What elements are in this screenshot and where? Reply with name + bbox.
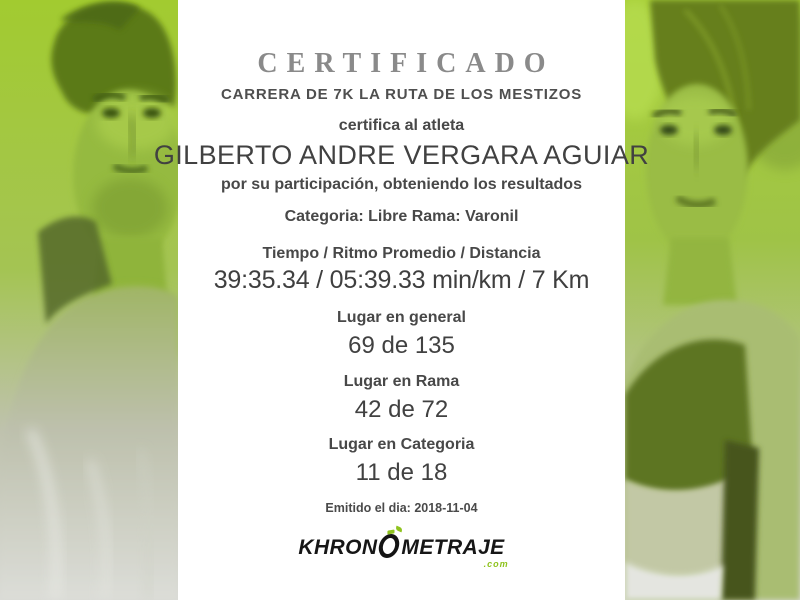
- event-name: CARRERA DE 7K LA RUTA DE LOS MESTIZOS: [221, 86, 582, 103]
- female-runner-illustration: [625, 0, 800, 600]
- place-categoria-value: 11 de 18: [355, 459, 448, 486]
- athlete-name: GILBERTO ANDRE VERGARA AGUIAR: [153, 140, 650, 170]
- issued-date: Emitido el dia: 2018-11-04: [325, 501, 478, 515]
- place-rama-value: 42 de 72: [354, 396, 449, 423]
- male-runner-photo: [0, 0, 178, 600]
- female-runner-photo: [625, 0, 800, 600]
- leaf-icon: [395, 526, 404, 533]
- place-general-value: 69 de 135: [348, 332, 455, 359]
- logo-text-right: METRAJE: [401, 536, 505, 559]
- results-header: Tiempo / Ritmo Promedio / Distancia: [262, 245, 541, 262]
- place-general-label: Lugar en general: [337, 309, 466, 326]
- certifies-label: certifica al atleta: [338, 117, 465, 134]
- stopwatch-o-icon: [377, 534, 401, 558]
- stopwatch-button-icon: [388, 529, 395, 534]
- place-categoria-label: Lugar en Categoria: [328, 436, 475, 453]
- place-rama-label: Lugar en Rama: [343, 373, 460, 390]
- male-runner-illustration: [0, 0, 178, 600]
- category-line: Categoria: Libre Rama: Varonil: [284, 208, 519, 225]
- logo-com-suffix: .com: [483, 559, 509, 569]
- logo-text-left: KHRON: [298, 536, 378, 559]
- participation-text: por su participación, obteniendo los resultados: [221, 176, 582, 193]
- results-values: 39:35.34 / 05:39.33 min/km / 7 Km: [213, 266, 590, 294]
- certificate-title: CERTIFICADO: [257, 48, 555, 79]
- khronometraje-logo: [298, 536, 509, 569]
